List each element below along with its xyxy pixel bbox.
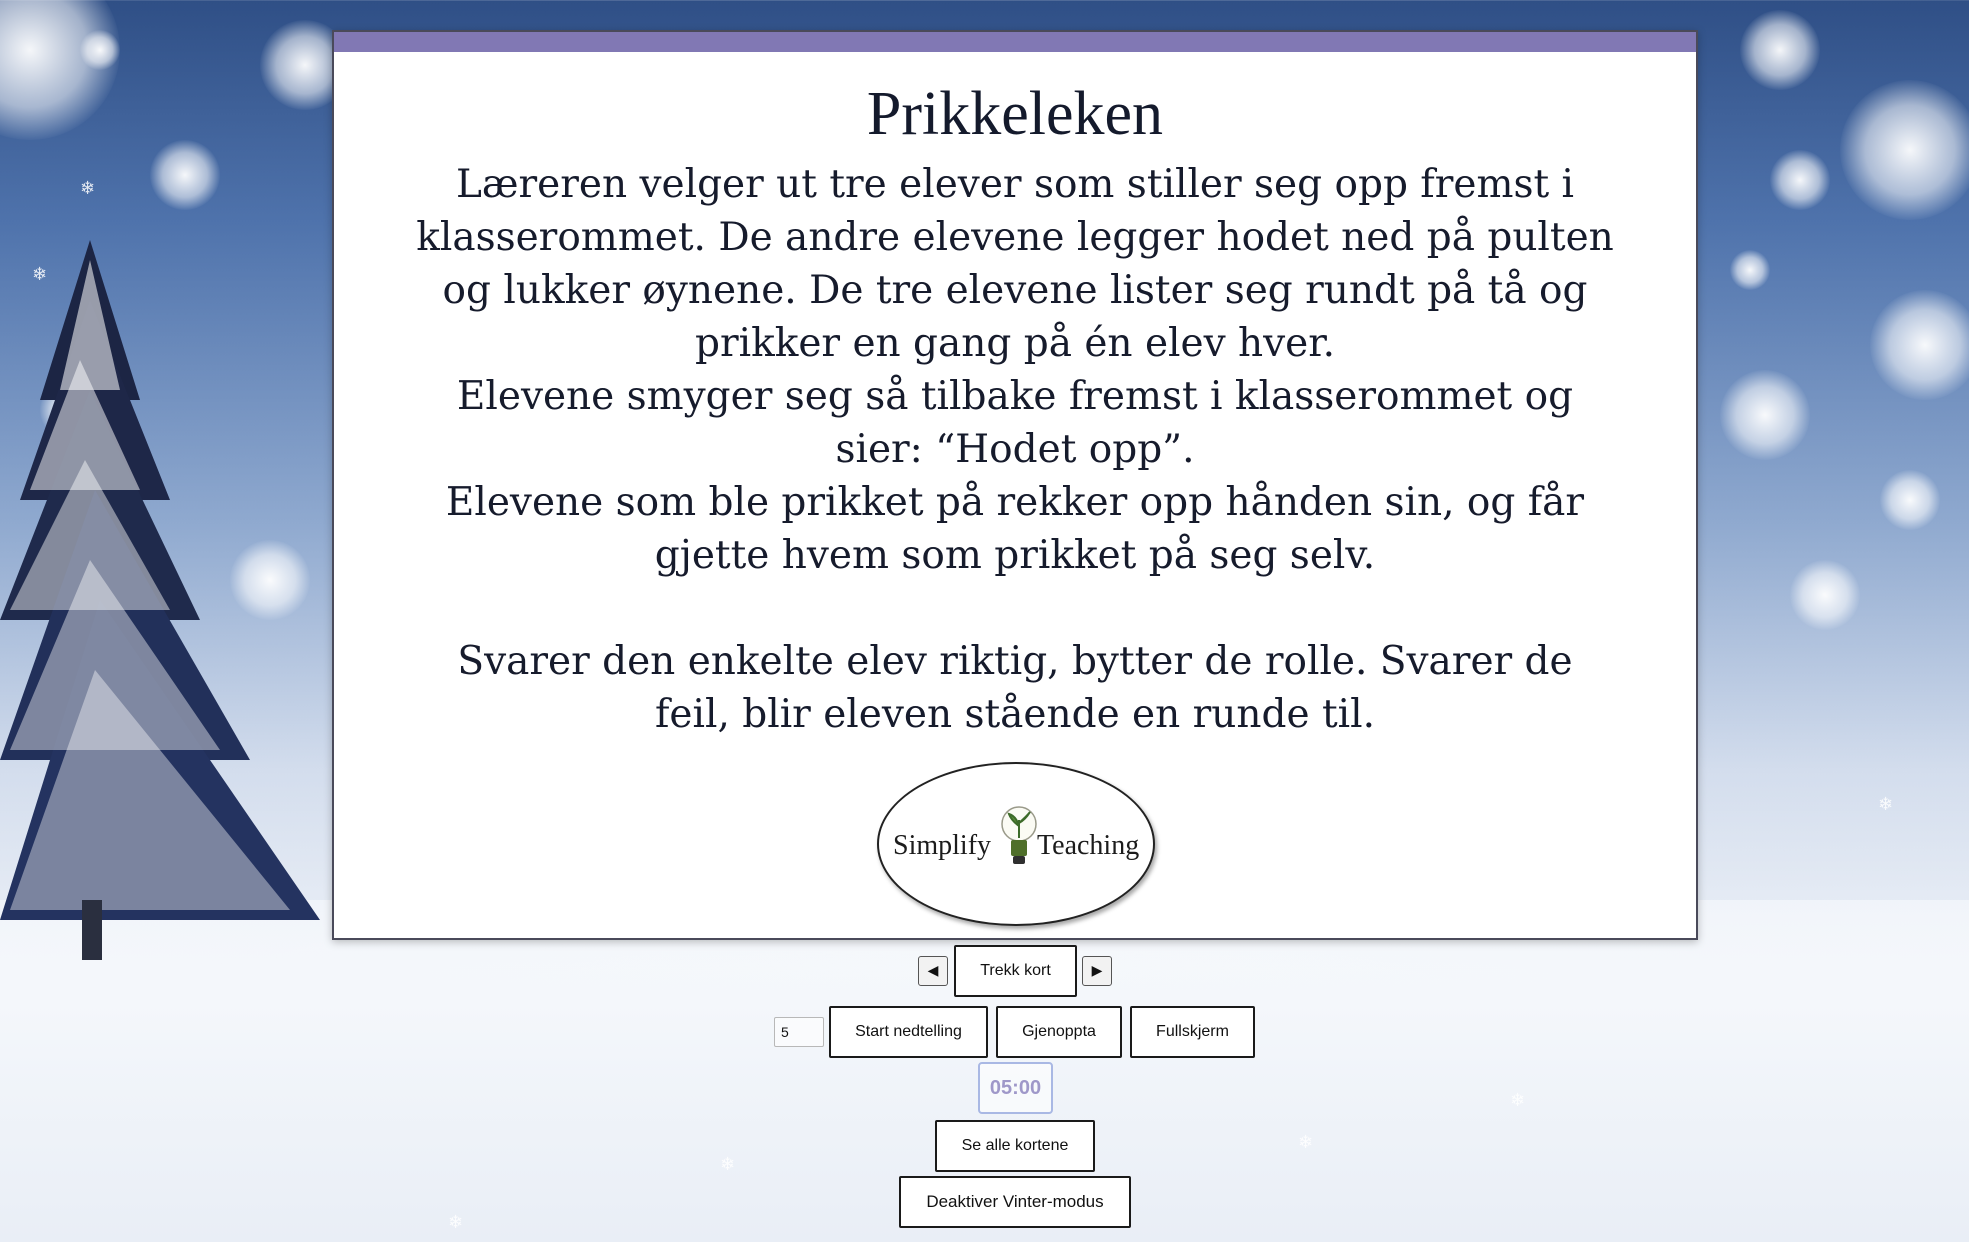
resume-button[interactable]: Gjenoppta xyxy=(996,1006,1122,1058)
card-instructions xyxy=(415,158,1615,741)
game-card xyxy=(332,30,1698,940)
card-paragraph: Elevene som ble prikket på rekker opp hånden sin, og får gjette hvem som prikket på seg selv. xyxy=(445,480,1585,579)
previous-card-button[interactable] xyxy=(918,956,948,986)
card-paragraph: Læreren velger ut tre elever som stiller seg opp fremst i klasserommet. De andre elevene legger hodet ned på pulten og lukker øynene. De tre elevene lister seg rundt på tå og prikker en gang på én elev hver. xyxy=(416,162,1614,367)
draw-card-button[interactable]: Trekk kort xyxy=(954,945,1077,997)
snowflake-icon: ❄ xyxy=(1298,1132,1314,1153)
card-title: Prikkeleken xyxy=(866,80,1164,148)
next-card-button[interactable] xyxy=(1082,956,1112,986)
snowflake-icon: ❄ xyxy=(1510,1090,1526,1111)
simplify-teaching-logo xyxy=(877,762,1155,926)
start-countdown-button[interactable]: Start nedtelling xyxy=(829,1006,988,1058)
card-paragraph: Svarer den enkelte elev riktig, bytter de rolle. Svarer de feil, blir eleven stående en runde til. xyxy=(457,639,1573,738)
fullscreen-button[interactable]: Fullskjerm xyxy=(1130,1006,1255,1058)
card-paragraph: Elevene smyger seg så tilbake fremst i klasserommet og sier: “Hodet opp”. xyxy=(456,374,1574,473)
deactivate-winter-mode-button[interactable]: Deaktiver Vinter-modus xyxy=(899,1176,1131,1228)
lightbulb-icon xyxy=(999,798,1039,878)
snowflake-icon: ❄ xyxy=(32,264,48,285)
countdown-minutes-input[interactable] xyxy=(774,1017,824,1047)
logo-text-right: Teaching xyxy=(1037,830,1140,861)
see-all-cards-button[interactable]: Se alle kortene xyxy=(935,1120,1095,1172)
snowflake-icon: ❄ xyxy=(448,1212,464,1233)
countdown-timer-display: 05:00 xyxy=(978,1062,1053,1114)
snowflake-icon: ❄ xyxy=(80,178,96,199)
card-header-bar xyxy=(334,32,1696,52)
snowflake-icon: ❄ xyxy=(720,1154,736,1175)
snowflake-icon: ❄ xyxy=(1878,794,1894,815)
snowy-tree-illustration xyxy=(0,240,340,960)
logo-text-left: Simplify xyxy=(893,830,992,861)
arrow-right-icon: ▶ xyxy=(1091,963,1103,979)
arrow-left-icon: ◀ xyxy=(927,963,939,979)
